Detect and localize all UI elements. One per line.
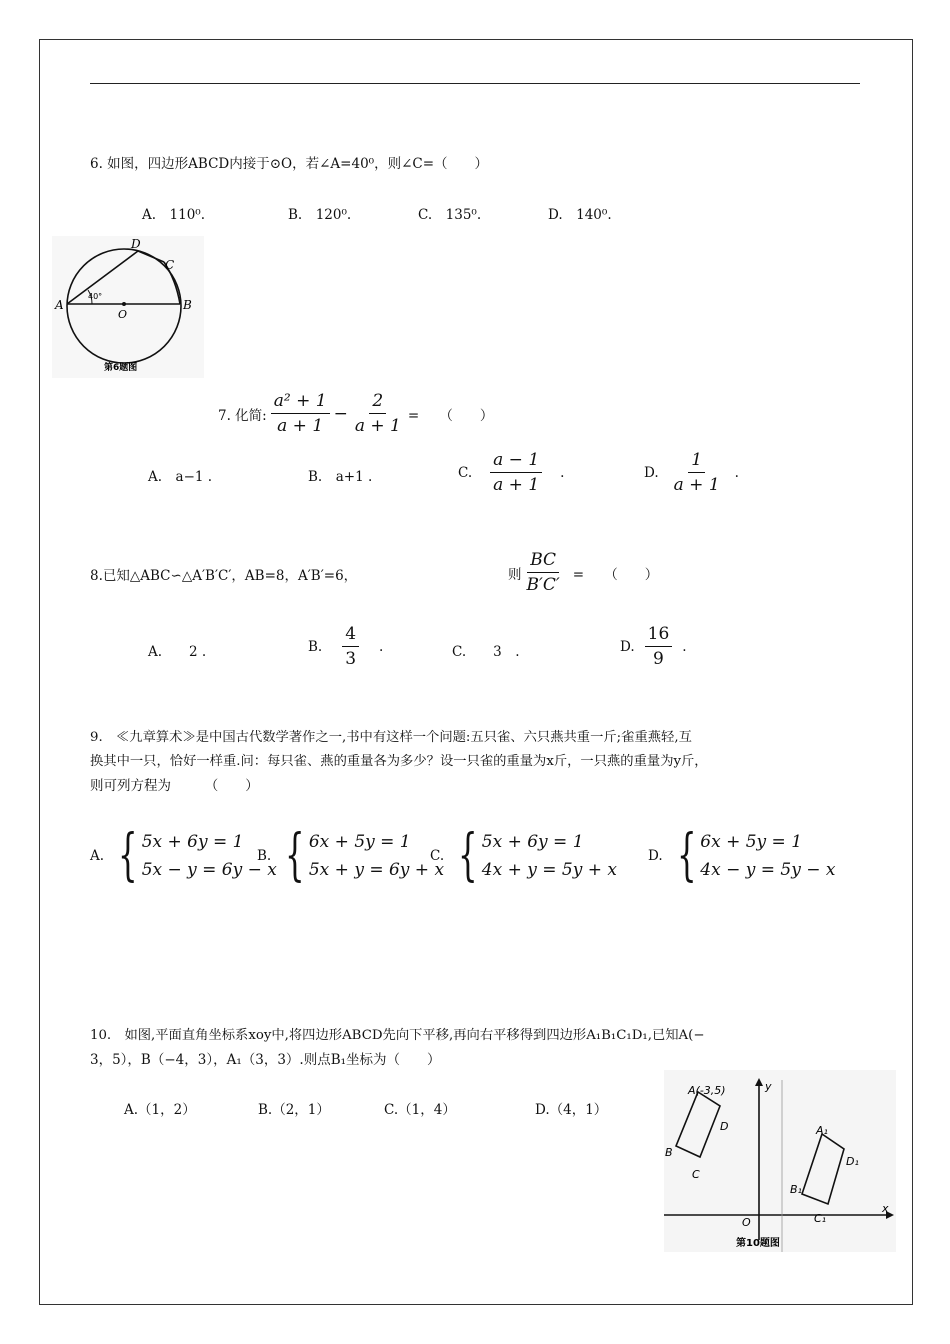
q10-option-c: C.（1，4） [384,1102,456,1118]
q7-tail: = （ ） [407,407,494,424]
q7-frac2 [352,391,404,436]
q6-label-d: D [131,237,141,251]
q7-frac2-den: a + 1 [354,416,401,436]
q9-option-d-brace: { [676,823,697,888]
q7-frac1 [271,391,330,436]
q9-option-d [648,823,836,888]
q8-option-b-frac [342,624,359,669]
q10-label-d1: D₁ [846,1155,859,1168]
q10-label-y: y [765,1080,772,1093]
q7-option-b: B. a+1 . [308,469,373,485]
q7-stem: 7. 化简: [218,407,267,424]
q10-option-a: A.（1，2） [124,1102,196,1118]
q10-label-a: A(-3,5) [688,1084,726,1097]
q7-frac1-den: a + 1 [277,416,324,436]
q8-option-d-label: D. [620,638,635,655]
q10-label-x: x [882,1202,889,1215]
q8-tail: = （ ） [572,566,659,583]
q7-option-d-frac [671,450,723,495]
q9-option-b [257,823,445,888]
q9-option-c-eq1: 5x + 6y = 1 [481,832,584,852]
q9-line2: 换其中一只，恰好一样重.问：每只雀、燕的重量各为多少？设一只雀的重量为x斤，一只燕的重量为y斤， [90,754,708,769]
q10-coordinate-figure [664,1070,896,1252]
q6-angle-label: 40° [88,292,103,301]
q6-label-c: C [165,258,175,272]
q6-option-c: C. 135⁰. [418,207,482,223]
q7-frac1-num: a² + 1 [271,391,330,414]
header-rule [90,83,860,84]
q6-label-o: O [118,308,128,321]
q7-option-c-frac [490,450,542,495]
q9-option-c-brace: { [458,823,478,888]
q10-label-a1: A₁ [816,1124,828,1137]
q9-option-a-label: A. [90,848,105,864]
q9-option-d-eq2: 4x − y = 5y − x [700,860,836,880]
q9-option-c-label: C. [430,848,445,864]
q10-label-c: C [692,1168,700,1181]
q9-option-b-eq1: 6x + 5y = 1 [308,832,411,852]
q7-frac2-num: 2 [369,391,386,414]
q9-line1: 9. ≪九章算术≫是中国古代数学著作之一,书中有这样一个问题:五只雀、六只燕共重一斤;雀重燕轻,互 [90,730,692,745]
q9-option-a-eq1: 5x + 6y = 1 [141,832,244,852]
q6-caption: 第6题图 [104,363,138,373]
q8-stem: 8.已知△ABC∽△A′B′C′，AB=8，A′B′=6， [90,568,358,584]
q8-frac-den: B′C′ [526,575,560,595]
q7-option-d-num: 1 [688,450,705,473]
q10-line2: 3，5），B（−4，3），A₁（3，3）.则点B₁坐标为（ ） [90,1052,441,1068]
q7-option-d: D. $\frac{1}{a + 1}$ . [644,450,739,495]
q7-minus: − [333,403,348,424]
q8-frac-num: BC [527,550,559,573]
q7-option-a: A. a−1 . [148,469,213,485]
q8-frac [524,550,563,595]
q9-option-a-eq2: 5x − y = 6y − x [141,860,277,880]
q9-option-b-eq2: 5x + y = 6y + x [308,860,445,880]
q8-option-d-num: 16 [645,624,673,647]
q7-option-c-label: C. [458,464,473,481]
q9-option-a-brace: { [118,823,138,888]
q10-label-c1: C₁ [814,1212,827,1225]
q10-label-b1: B₁ [790,1183,802,1196]
q6-label-b: B [183,298,192,312]
q9-option-c-eq2: 4x + y = 5y + x [481,860,617,880]
q7-option-d-label: D. [644,464,659,481]
q7-option-c-num: a − 1 [490,450,542,473]
q8-option-b-den: 3 [345,649,357,669]
q9-line3: 则可列方程为 （ ） [90,778,259,794]
q7-option-c-den: a + 1 [493,475,540,495]
q9-option-d-eq1: 6x + 5y = 1 [700,832,803,852]
q8-option-d-den: 9 [653,649,664,669]
q10-label-d: D [720,1120,729,1133]
q10-label-o: O [742,1216,751,1229]
q8-option-b-label: B. [308,638,323,655]
q10-option-b: B.（2，1） [258,1102,330,1118]
q8-option-b: B. $\frac{4}{3}$ . [308,624,384,669]
q6-stem: 6. 如图，四边形ABCD内接于⊙O，若∠A=40⁰，则∠C=（ ） [90,156,489,172]
q10-line1: 10. 如图,平面直角坐标系xoy中,将四边形ABCD先向下平移,再向右平移得到四边形A₁B₁C₁D₁,已知A(− [90,1028,705,1043]
q8-expr [508,550,658,595]
q6-option-a: A. 110⁰. [142,207,206,223]
q7-line [218,391,493,436]
q10-caption: 第10题图 [736,1238,780,1249]
q10-label-b: B [665,1146,673,1159]
q9-option-b-label: B. [257,848,272,864]
q8-ze: 则 [508,566,522,583]
q7-option-c: C. $\frac{a - 1}{a + 1}$ . [458,450,565,495]
q8-option-d-frac [645,624,673,669]
q8-option-b-num: 4 [342,624,359,647]
q6-option-d: D. 140⁰. [548,207,612,223]
q8-option-a: A. 2 . [148,644,207,660]
q6-label-a: A [55,298,64,312]
q6-circle-figure [52,236,204,378]
q8-option-c: C. 3 . [452,644,520,660]
q9-option-d-label: D. [648,848,663,864]
q9-option-a [90,823,277,888]
q10-option-d: D.（4，1） [535,1102,608,1118]
q9-option-b-brace: { [285,823,305,888]
q6-option-b: B. 120⁰. [288,207,352,223]
q8-option-d: D. $\frac{16}{9}$ . [620,624,687,669]
q9-option-c [430,823,617,888]
q7-option-d-den: a + 1 [673,475,720,495]
